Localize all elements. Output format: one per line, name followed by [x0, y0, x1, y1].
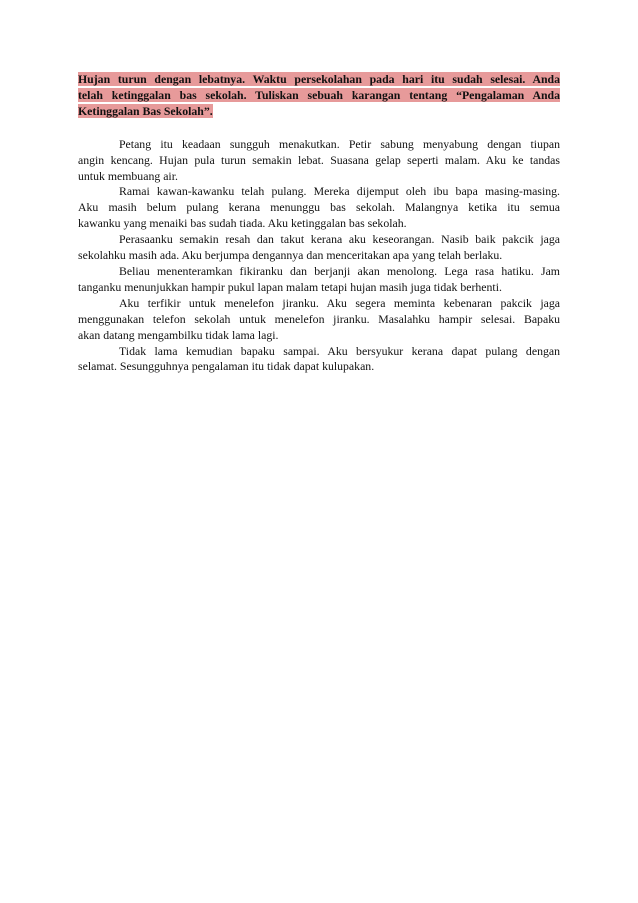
essay-paragraph [78, 184, 560, 232]
essay-paragraph [78, 344, 560, 376]
question-line: telah ketinggalan bas sekolah. Tuliskan sebuah karangan tentang “Pengalaman Anda [78, 87, 560, 102]
essay-line: Perasaanku semakin resah dan takut kerana aku keseorangan. Nasib baik pakcik jaga [119, 232, 560, 247]
essay-paragraph [78, 137, 560, 185]
essay-line: Aku terfikir untuk menelefon jiranku. Aku segera meminta kebenaran pakcik jaga [119, 295, 560, 310]
document-page [78, 72, 560, 375]
essay-line: Beliau menenteramkan fikiranku dan berjanji akan menolong. Lega rasa hatiku. Jam [119, 263, 560, 278]
essay-paragraph [78, 296, 560, 344]
essay-line: kawanku yang menaiki bas sudah tiada. Aku ketinggalan bas sekolah. [78, 216, 407, 231]
essay-line: Petang itu keadaan sungguh menakutkan. Petir sabung menyabung dengan tiupan [119, 136, 560, 151]
essay-line: angin kencang. Hujan pula turun semakin lebat. Suasana gelap seperti malam. Aku ke tandas [78, 152, 560, 167]
essay-line: Aku masih belum pulang kerana menunggu bas sekolah. Malangnya ketika itu semua [78, 200, 560, 215]
essay-line: Ramai kawan-kawanku telah pulang. Mereka dijemput oleh ibu bapa masing-masing. [119, 184, 560, 199]
essay-question [78, 72, 560, 120]
essay-paragraph [78, 264, 560, 296]
question-line: Ketinggalan Bas Sekolah”. [78, 103, 213, 118]
essay-line: untuk membuang air. [78, 168, 178, 183]
essay-line: akan datang mengambilku tidak lama lagi. [78, 327, 279, 342]
essay-paragraph [78, 232, 560, 264]
essay-line: menggunakan telefon sekolah untuk menelefon jiranku. Masalahku hampir selesai. Bapaku [78, 311, 560, 326]
question-line: Hujan turun dengan lebatnya. Waktu persekolahan pada hari itu sudah selesai. Anda [78, 72, 560, 86]
essay-line: selamat. Sesungguhnya pengalaman itu tidak dapat kulupakan. [78, 359, 375, 374]
essay-line: Tidak lama kemudian bapaku sampai. Aku bersyukur kerana dapat pulang dengan [119, 343, 560, 358]
essay-line: tanganku menunjukkan hampir pukul lapan malam tetapi hujan masih juga tidak berhenti. [78, 279, 502, 294]
essay-line: sekolahku masih ada. Aku berjumpa dengannya dan menceritakan apa yang telah berlaku. [78, 248, 503, 263]
